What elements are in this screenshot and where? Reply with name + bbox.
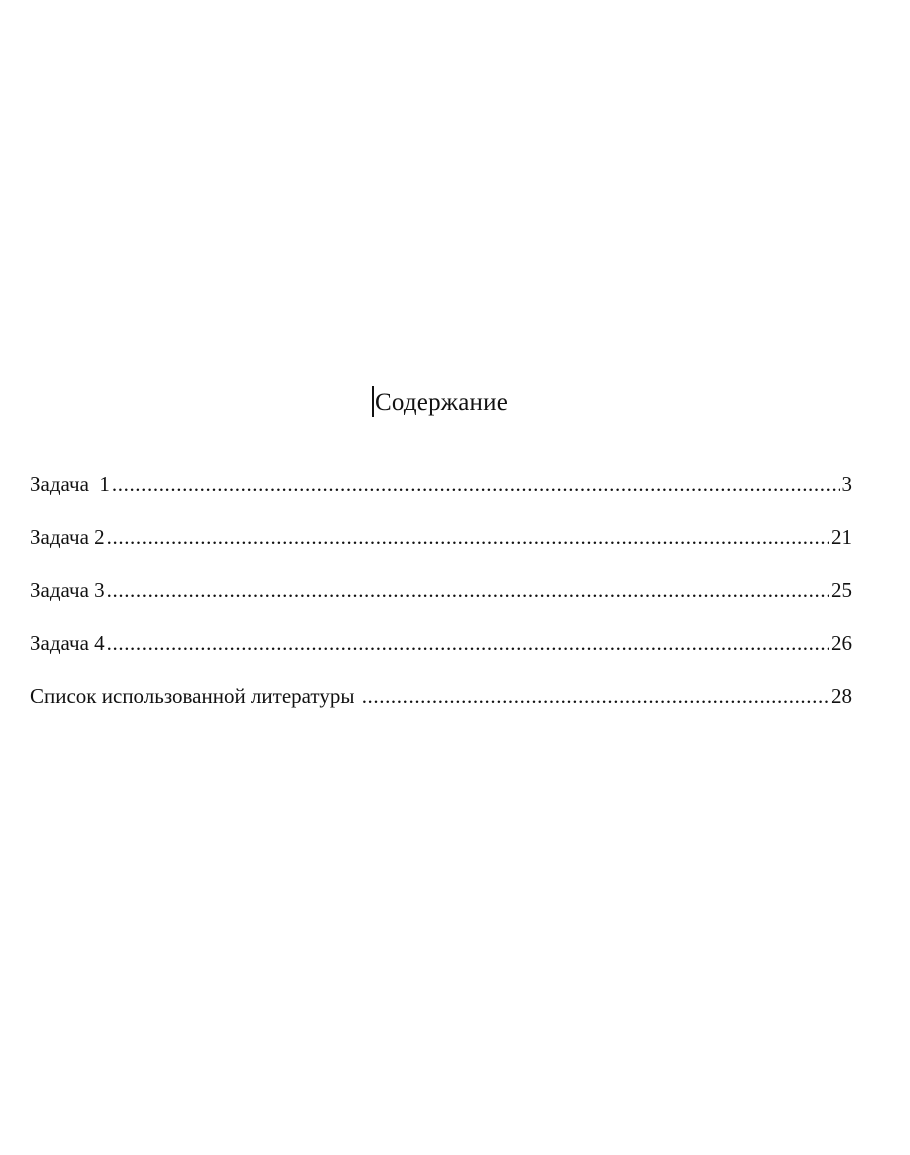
toc-entry-label: Задача 2 bbox=[30, 525, 105, 549]
toc-entry-page: 3 bbox=[841, 472, 852, 496]
toc-entry-label: Задача 4 bbox=[30, 631, 105, 655]
dot-leader bbox=[107, 629, 829, 657]
toc-entry-3[interactable] bbox=[30, 576, 852, 629]
toc-entry-label: Задача 1 bbox=[30, 472, 110, 496]
toc-entry-label: Задача 3 bbox=[30, 578, 105, 602]
toc-entry-page: 26 bbox=[831, 631, 852, 655]
toc-heading bbox=[0, 386, 880, 420]
toc-entry-page: 25 bbox=[831, 578, 852, 602]
toc-entry-page: 28 bbox=[831, 684, 852, 708]
toc-heading-text: Содержание bbox=[375, 389, 508, 416]
toc-entry-1[interactable] bbox=[30, 470, 852, 523]
dot-leader bbox=[112, 470, 840, 498]
toc-entry-label: Список использованной литературы bbox=[30, 684, 360, 708]
toc-entry-5[interactable] bbox=[30, 682, 852, 735]
toc-entry-2[interactable] bbox=[30, 523, 852, 576]
dot-leader bbox=[107, 576, 829, 604]
toc-entry-page: 21 bbox=[831, 525, 852, 549]
table-of-contents bbox=[30, 470, 852, 735]
text-cursor bbox=[372, 386, 374, 417]
dot-leader bbox=[362, 682, 829, 710]
dot-leader bbox=[107, 523, 829, 551]
toc-entry-4[interactable] bbox=[30, 629, 852, 682]
